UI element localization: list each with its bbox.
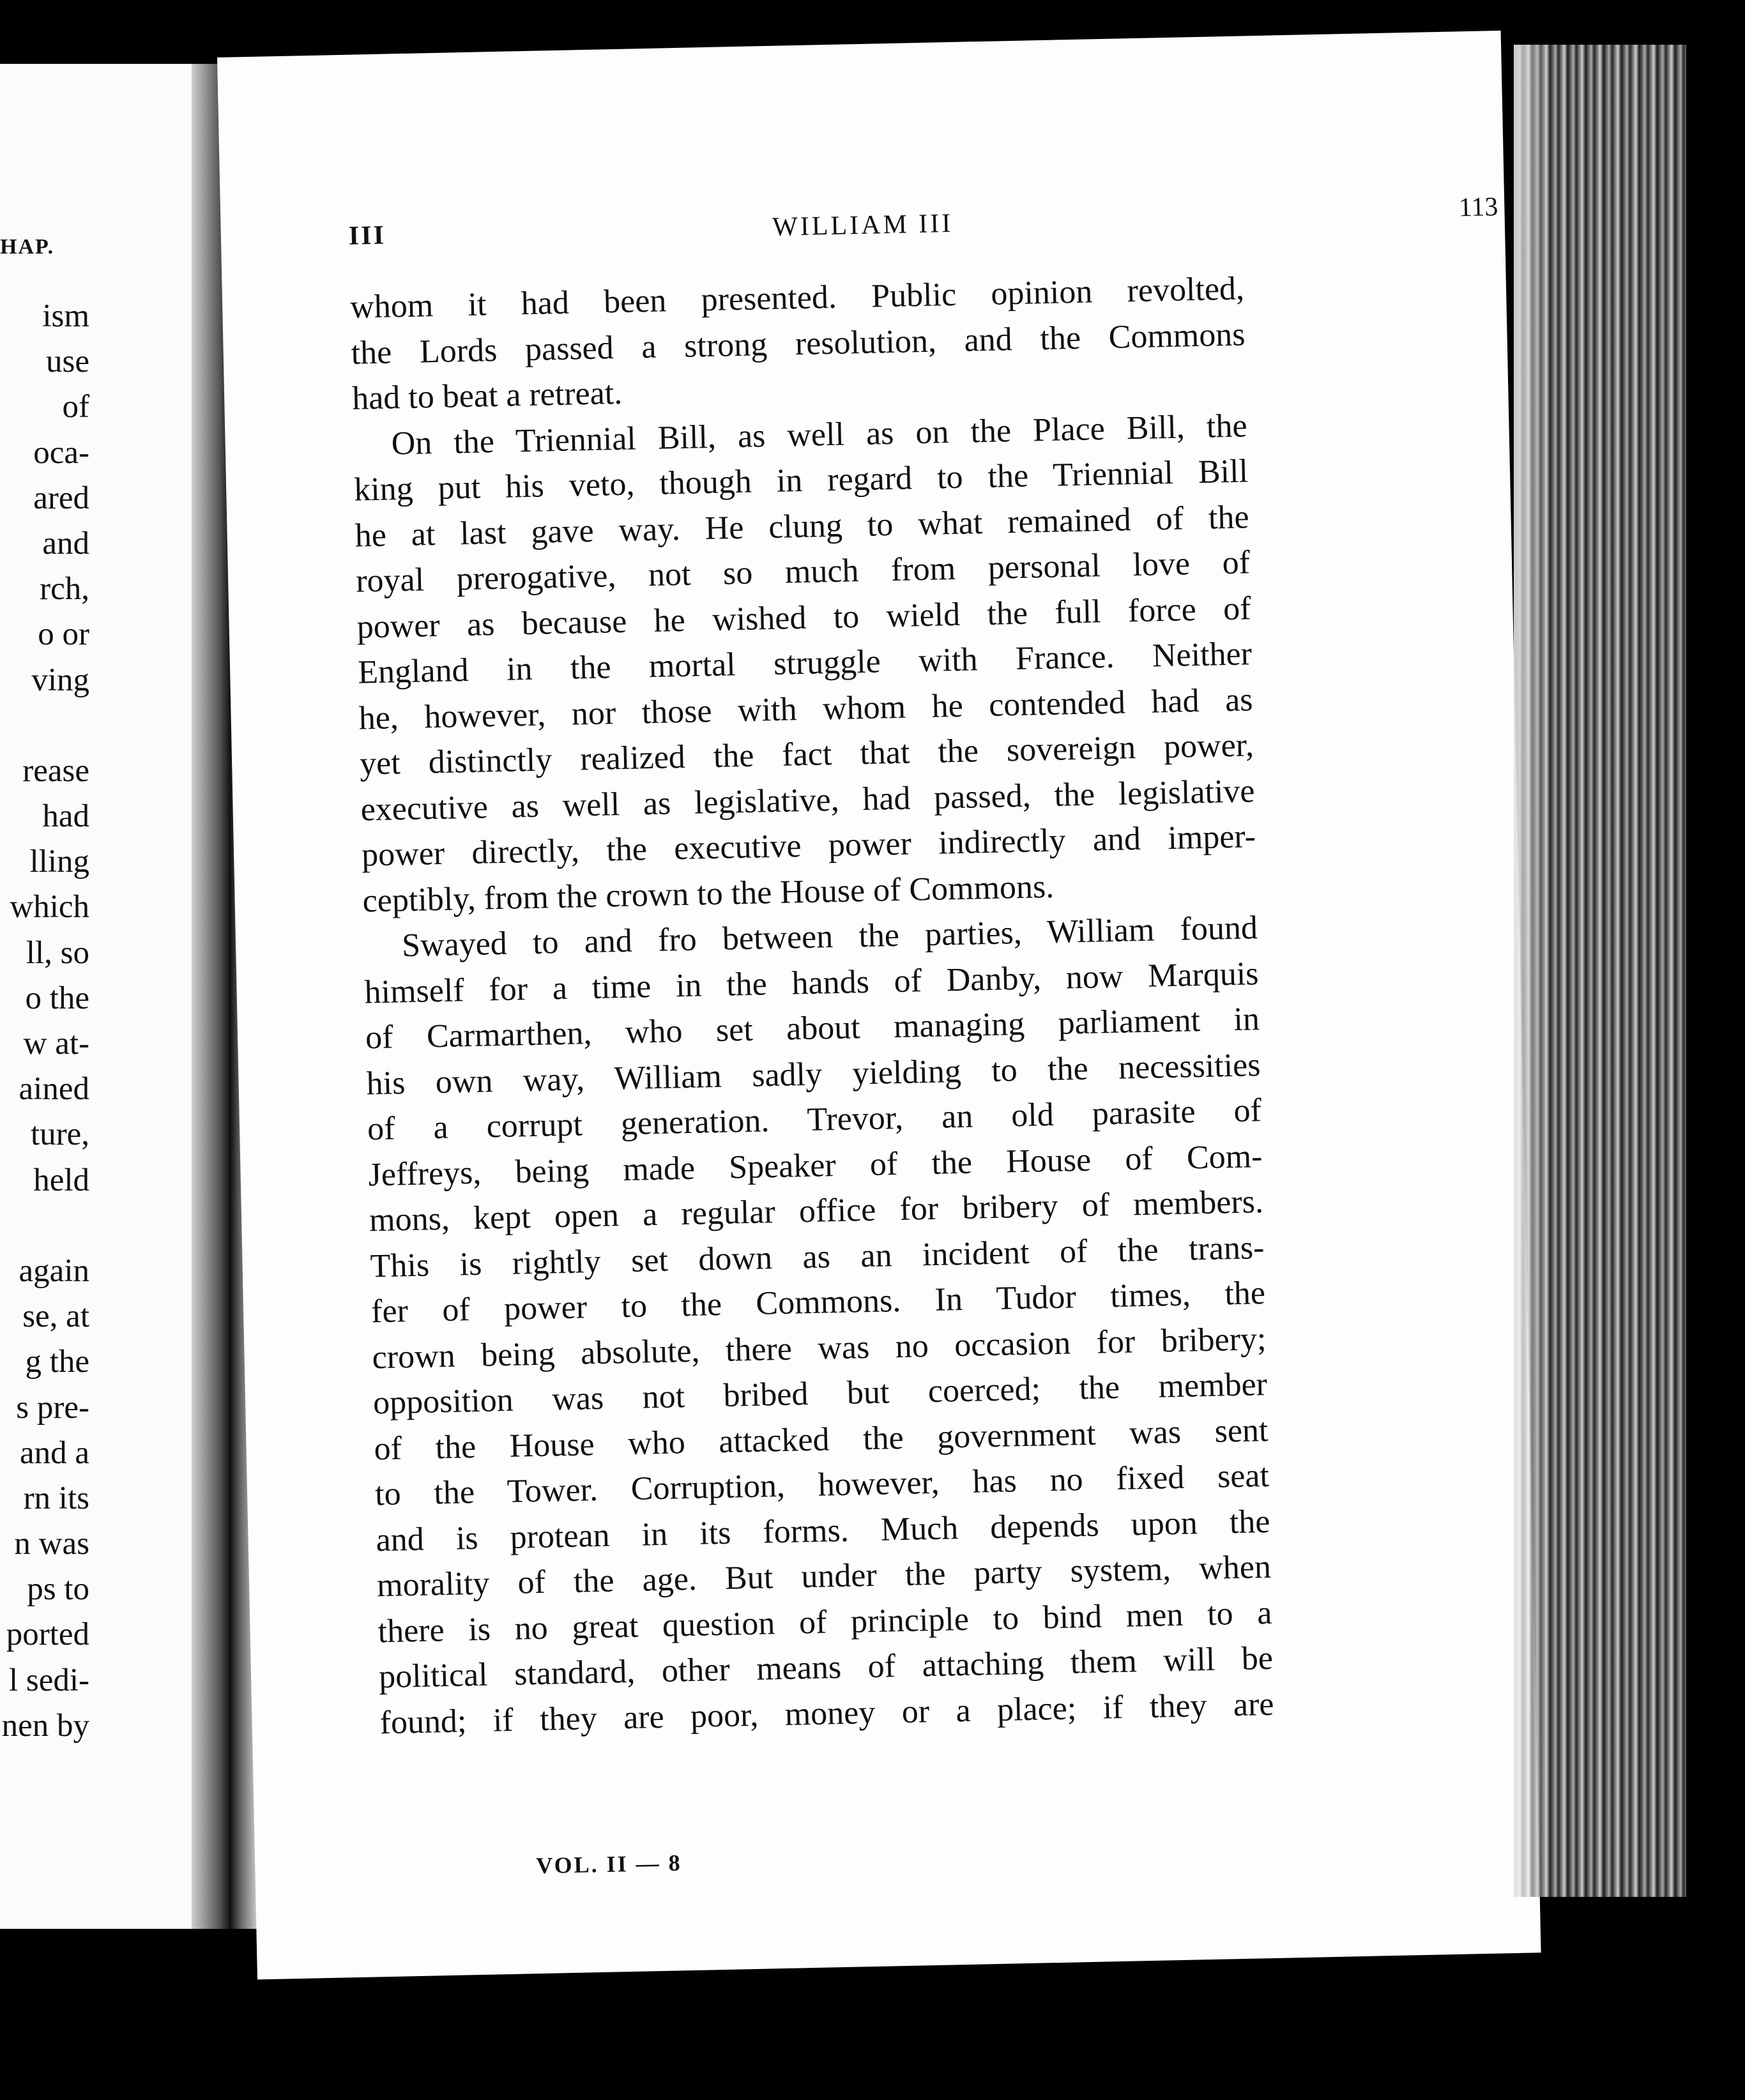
page-edges-fade bbox=[1514, 45, 1552, 1897]
body-text bbox=[349, 266, 1274, 1746]
left-line: w at- bbox=[23, 1026, 89, 1061]
left-running-head: HAP. bbox=[0, 235, 55, 259]
running-head bbox=[220, 192, 1505, 262]
left-line: again bbox=[19, 1252, 89, 1289]
text-line: he, however, nor those with whom he contended had as bbox=[358, 681, 1254, 737]
text-line: power as because he wished to wield the full force of bbox=[356, 590, 1252, 646]
left-line: nen by bbox=[1, 1707, 89, 1744]
left-line: use bbox=[46, 344, 89, 380]
left-line: rease bbox=[22, 752, 89, 789]
text-line: Jeffreys, being made Speaker of the House of Com- bbox=[368, 1138, 1263, 1193]
text-line: and is protean in its forms. Much depends upon the bbox=[376, 1503, 1270, 1558]
left-line: ving bbox=[31, 662, 89, 698]
text-line: executive as well as legislative, had passed, the legislative bbox=[360, 772, 1255, 828]
left-line: ism bbox=[42, 298, 89, 334]
text-line: of a corrupt generation. Trevor, an old parasite of bbox=[367, 1092, 1262, 1148]
left-line: which bbox=[10, 889, 89, 925]
left-line: rn its bbox=[23, 1480, 89, 1516]
left-line: n was bbox=[14, 1526, 89, 1562]
text-line: morality of the age. But under the party system, when bbox=[376, 1548, 1272, 1604]
left-line: and bbox=[42, 525, 89, 561]
text-line: opposition was not bribed but coerced; the member bbox=[372, 1366, 1268, 1422]
left-line: o or bbox=[38, 616, 89, 653]
text-line: himself for a time in the hands of Danby, now Marquis bbox=[364, 955, 1259, 1010]
running-title: WILLIAM III bbox=[772, 208, 954, 242]
left-line: oca- bbox=[33, 434, 89, 471]
text-line: whom it had been presented. Public opinion revolted, bbox=[349, 270, 1245, 326]
left-line bbox=[2, 703, 89, 749]
left-line: lling bbox=[29, 844, 89, 880]
left-line: g the bbox=[25, 1344, 89, 1380]
text-line: found; if they are poor, money or a place; if they are bbox=[379, 1685, 1274, 1741]
left-line: s pre- bbox=[16, 1389, 89, 1426]
left-line: of bbox=[62, 389, 89, 425]
left-line: and a bbox=[19, 1434, 89, 1471]
volume-signature: VOL. II — 8 bbox=[535, 1850, 683, 1879]
page-number: 113 bbox=[1458, 192, 1498, 223]
right-page bbox=[217, 31, 1541, 1979]
left-line: ps to bbox=[27, 1571, 89, 1608]
text-line: there is no great question of principle to bind men to a bbox=[377, 1594, 1272, 1650]
left-line: o the bbox=[25, 980, 89, 1016]
left-line bbox=[2, 1203, 89, 1249]
text-line: political standard, other means of attaching them will be bbox=[378, 1640, 1274, 1696]
page-edges bbox=[1514, 45, 1686, 1897]
text-line: England in the mortal struggle with France. Neither bbox=[357, 635, 1253, 691]
text-line: crown being absolute, there was no occasion for bribery; bbox=[372, 1320, 1267, 1376]
left-line: ll, so bbox=[26, 934, 89, 971]
text-line: had to beat a retreat. bbox=[351, 374, 623, 417]
text-line: fer of power to the Commons. In Tudor times, the bbox=[370, 1275, 1266, 1330]
chapter-number: III bbox=[348, 220, 386, 251]
left-line: ture, bbox=[30, 1116, 89, 1153]
text-line: mons, kept open a regular office for bribery of members. bbox=[369, 1183, 1264, 1239]
left-line: ained bbox=[19, 1071, 89, 1107]
text-line: his own way, William sadly yielding to the necessities bbox=[366, 1046, 1261, 1102]
text-line: yet distinctly realized the fact that the sovereign power, bbox=[359, 727, 1254, 782]
text-line: ceptibly, from the crown to the House of Commons. bbox=[362, 868, 1055, 920]
text-line: he at last gave way. He clung to what remained of the bbox=[354, 498, 1250, 554]
text-line: of the House who attacked the government was sent bbox=[374, 1411, 1269, 1467]
text-line: the Lords passed a strong resolution, and the Commons bbox=[351, 316, 1246, 372]
text-line: to the Tower. Corruption, however, has no fixed seat bbox=[374, 1457, 1270, 1513]
left-line: had bbox=[42, 798, 89, 835]
text-line: of Carmarthen, who set about managing parliament in bbox=[365, 1001, 1260, 1056]
text-line: Swayed to and fro between the parties, William found bbox=[401, 909, 1258, 964]
left-line: l sedi- bbox=[8, 1662, 89, 1698]
left-line: se, at bbox=[22, 1298, 89, 1335]
text-line: power directly, the executive power indirectly and imper- bbox=[361, 818, 1256, 874]
left-line: held bbox=[33, 1162, 89, 1198]
text-line: royal prerogative, not so much from personal love of bbox=[355, 544, 1251, 600]
text-line: king put his veto, though in regard to the Triennial Bill bbox=[353, 453, 1249, 508]
left-line: ported bbox=[6, 1617, 89, 1653]
left-page-text bbox=[2, 294, 89, 1749]
left-line: ared bbox=[33, 480, 89, 516]
left-line: rch, bbox=[40, 571, 89, 607]
text-line: On the Triennial Bill, as well as on the Place Bill, the bbox=[391, 407, 1248, 462]
text-line: This is rightly set down as an incident of the trans- bbox=[370, 1229, 1265, 1284]
